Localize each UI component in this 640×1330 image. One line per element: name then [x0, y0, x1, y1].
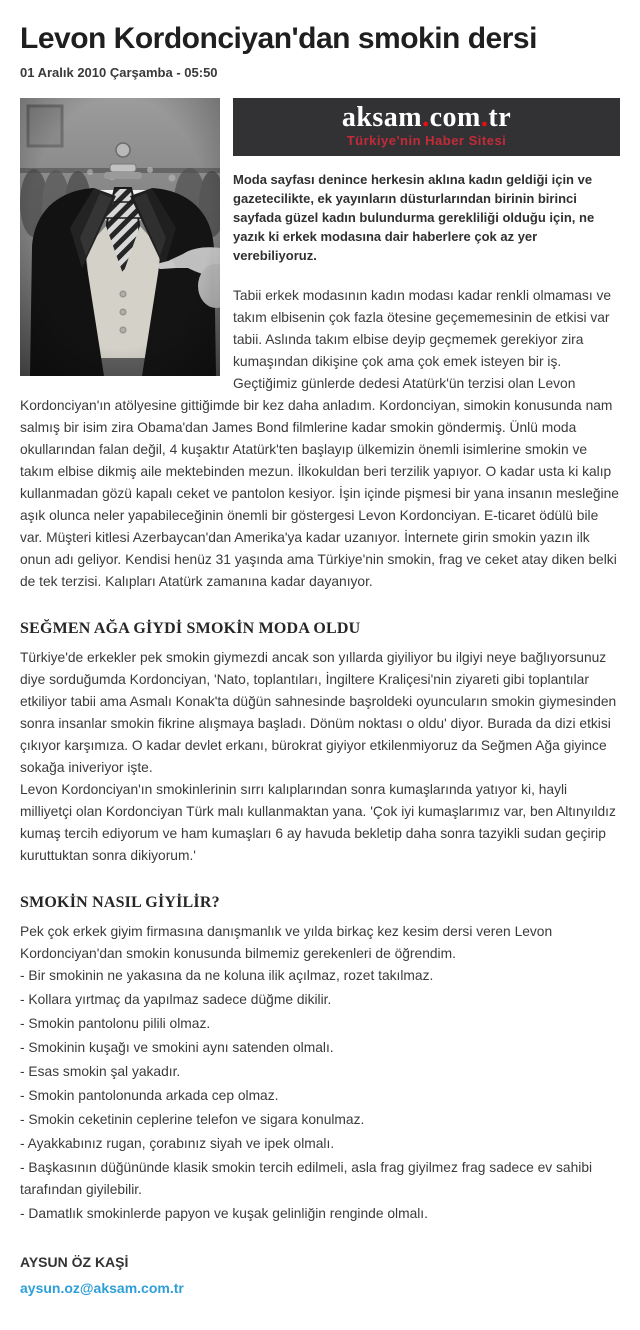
tip-item: - Kollara yırtmaç da yapılmaz sadece düğme dikilir. [20, 992, 332, 1007]
tip-item: - Smokin ceketinin ceplerine telefon ve sigara konulmaz. [20, 1112, 365, 1127]
aksam-logo-text [233, 103, 620, 133]
article-date: 01 Aralık 2010 Çarşamba - 05:50 [20, 65, 218, 80]
logo-dot: . [480, 102, 489, 133]
author-name: AYSUN ÖZ KAŞİ [20, 1254, 129, 1270]
tip-item: - Ayakkabınız rugan, çorabınız siyah ve ipek olmalı. [20, 1136, 335, 1151]
article-body [20, 98, 620, 1300]
tips-list [20, 965, 620, 1225]
logo-dot: . [422, 102, 430, 133]
page-title: Levon Kordonciyan'dan smokin dersi [20, 22, 537, 55]
article-paragraph: Levon Kordonciyan'ın smokinlerinin sırrı kalıplarından sonra kumaşlarında yatıyor ki, hayli milliyetçi olan Kordonciyan Türk malı kullanmaktan yana. 'Çok iyi kumaşlarımız var, ben Altınyıldız kumaş tercih ediyorum ve ham kumaşları 6 ay havuda bekletip daha sonra tazyikli sudan geçirip kuruttuktan sonra dikiyorum.' [20, 782, 616, 863]
article-paragraph: Tabii erkek modasının kadın modası kadar renkli olmaması ve takım elbisenin çok fazla ötesine geçememesinin de etkisi var tabii. Aslında takım elbise deyip geçmemek gerekiyor zira kumaşından dikişine çok ama çok emek isteyen bir iş. Geçtiğimiz günlerde dedesi Atatürk'ün terzisi olan Levon Kordonciyan'ın atölyesine gittiğimde bir kez daha anladım. Kordonciyan, simokin konusunda nam salmış bir isim zira Obama'dan James Bond filmlerine kadar smokin göndermiş. Ünlü moda okullarından falan değil, 4 kuşaktır Atatürk'ten başlayıp ülkemizin önemli isimlerine smokin ve takım elbise dikmiş aile mektebinden mezun. İlkokuldan beri terzilik yapıyor. O kadar usta ki kalıp kullanmadan gözü kapalı ceket ve pantolon kesiyor. İşin içinde pişmesi bir yana insanın mesleğine aşık olunca neler yapabileceğinin önemli bir göstergesi Levon Kordonciyan. E-ticaret ödülü bile var. Müşteri kitlesi Azerbaycan'dan Amerika'ya kadar uzanıyor. İnternete girin smokin yazın ilk onun adı geliyor. Kendisi henüz 31 yaşında ama Türkiye'nin smokin, frag ve ceket atay diken belki de tek terzisi. Kalıpları Atatürk zamanına kadar dayanıyor. [20, 288, 619, 589]
section-intro: Pek çok erkek giyim firmasına danışmanlık ve yılda birkaç kez kesim dersi veren Levon Kordonciyan'dan smokin konusunda bilmemiz gerekenleri de öğrendim. [20, 924, 553, 961]
section-heading-segmen: SEĞMEN AĞA GİYDİ SMOKİN MODA OLDU [20, 620, 361, 637]
tip-item: - Smokinin kuşağı ve smokini aynı satenden olmalı. [20, 1040, 334, 1055]
article-photo [20, 98, 220, 376]
author-email-link[interactable]: aysun.oz@aksam.com.tr [20, 1280, 184, 1296]
tip-item: - Damatlık smokinlerde papyon ve kuşak gelinliğin renginde olmalı. [20, 1206, 428, 1221]
tip-item: - Esas smokin şal yakadır. [20, 1064, 181, 1079]
logo-word-aksam: aksam [341, 102, 423, 133]
tuxedo-mannequin-image [20, 98, 220, 376]
tip-item: - Smokin pantolonunda arkada cep olmaz. [20, 1088, 279, 1103]
lead-paragraph: Moda sayfası denince herkesin aklına kadın geldiği için ve gazetecilikte, ek yayınların düsturlarından birinin birinci sayfada güzel kadın bulundurma gerekliliği olduğu için, ne yazık ki erkek modasına dair haberlere çok az yer verebiliyoruz. [233, 172, 595, 263]
article-paragraph: Türkiye'de erkekler pek smokin giymezdi ancak son yıllarda giyiliyor bu ilgiyi neye bağlıyorsunuz diye sorduğumda Kordonciyan, 'Nato, toplantıları, İngiltere Kraliçesi'nin ziyareti gibi toplantılar etkiliyor tabii ama Asmalı Konak'ta düğün sahnesinde başroldeki oyuncuların smokin giymesinden sonra insanlar smokin fikrine alışmaya başladı. Dönüm noktası o oldu' diyor. Burada da dizi etkisi çıkıyor karşımıza. O kadar devlet erkanı, bürokrat giyiyor etkilenmiyoruz da Seğmen Ağa giyince sokağa iniveriyor işte. [20, 650, 617, 775]
logo-word-tr: tr [488, 102, 512, 133]
aksam-logo-tagline: Türkiye'nin Haber Sitesi [346, 133, 507, 148]
section-heading-nasil-giyilir: SMOKİN NASIL GİYİLİR? [20, 894, 220, 911]
aksam-logo-banner [233, 98, 620, 156]
tip-item: - Smokin pantolonu pilili olmaz. [20, 1016, 211, 1031]
tip-item: - Başkasının düğününde klasik smokin tercih edilmeli, asla frag giyilmez frag sadece ev sahibi tarafından giyilebilir. [20, 1160, 593, 1197]
logo-word-com: com [429, 102, 481, 133]
tip-item: - Bir smokinin ne yakasına da ne koluna ilik açılmaz, rozet takılmaz. [20, 968, 434, 983]
